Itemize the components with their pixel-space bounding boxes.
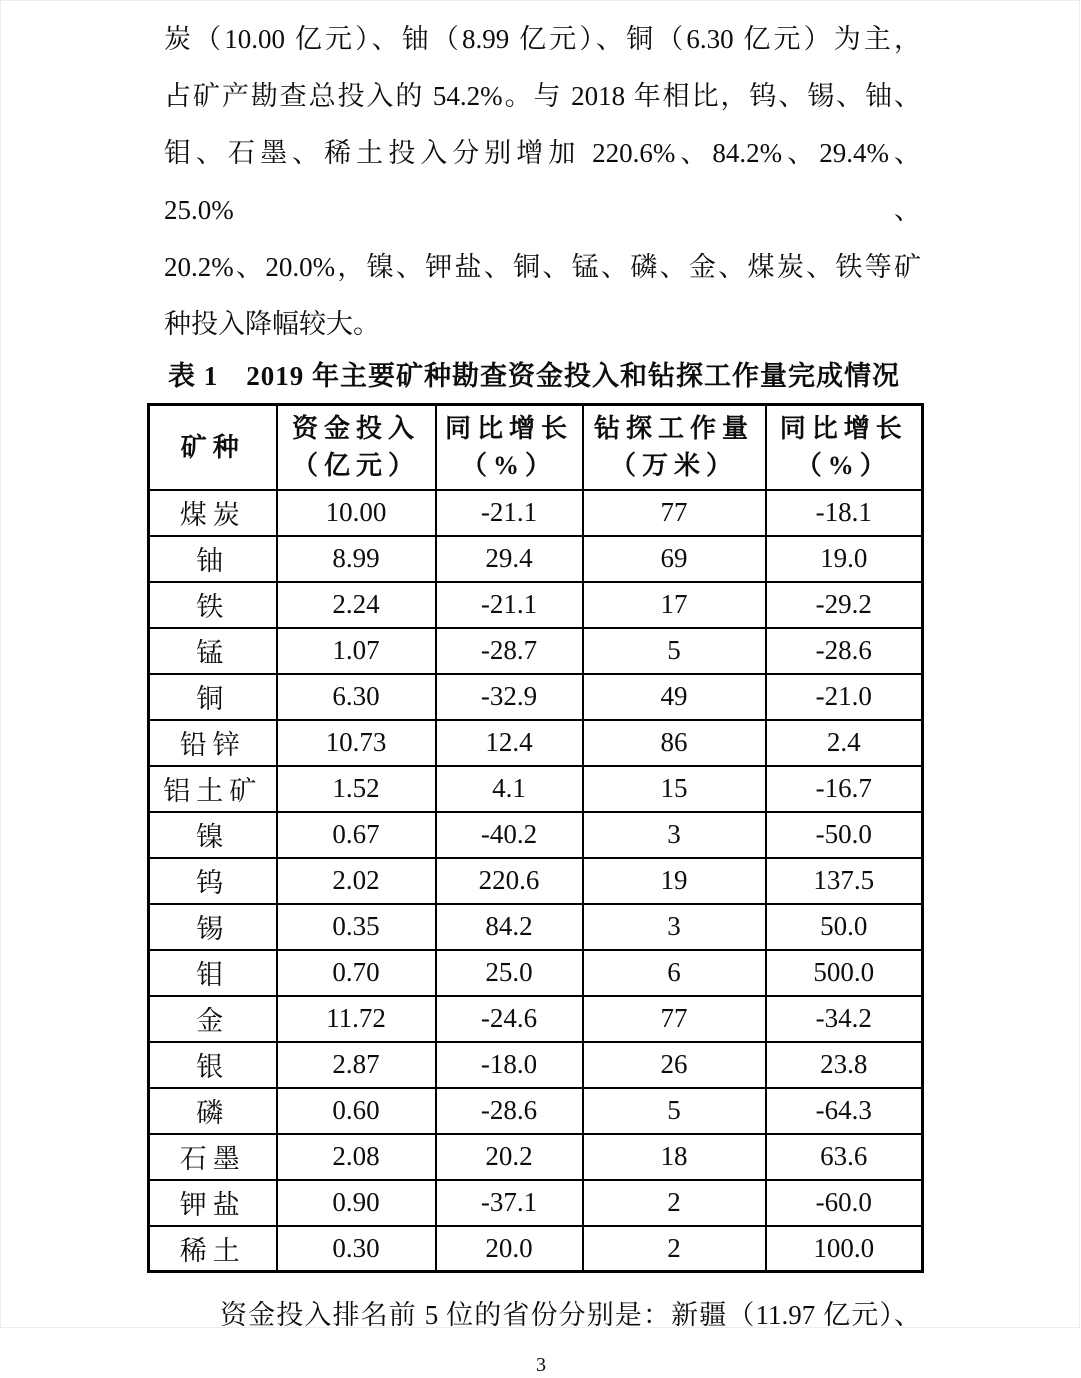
value-cell: 0.90 bbox=[277, 1180, 436, 1226]
value-cell: -37.1 bbox=[436, 1180, 583, 1226]
value-cell: -60.0 bbox=[766, 1180, 923, 1226]
table-row bbox=[149, 582, 923, 628]
value-cell: 25.0 bbox=[436, 950, 583, 996]
mineral-name-cell: 银 bbox=[149, 1042, 277, 1088]
value-cell: 220.6 bbox=[436, 858, 583, 904]
value-cell: 1.07 bbox=[277, 628, 436, 674]
mineral-name-cell: 铁 bbox=[149, 582, 277, 628]
mineral-name-cell: 锡 bbox=[149, 904, 277, 950]
value-cell: 20.2 bbox=[436, 1134, 583, 1180]
value-cell: 63.6 bbox=[766, 1134, 923, 1180]
value-cell: 3 bbox=[583, 904, 766, 950]
table-row bbox=[149, 1088, 923, 1134]
mineral-name-cell: 石墨 bbox=[149, 1134, 277, 1180]
table-header-row bbox=[149, 405, 923, 490]
mineral-name-cell: 铅锌 bbox=[149, 720, 277, 766]
value-cell: -21.1 bbox=[436, 582, 583, 628]
value-cell: 500.0 bbox=[766, 950, 923, 996]
value-cell: 4.1 bbox=[436, 766, 583, 812]
value-cell: 0.35 bbox=[277, 904, 436, 950]
value-cell: 19.0 bbox=[766, 536, 923, 582]
table-row bbox=[149, 1042, 923, 1088]
mineral-name-cell: 磷 bbox=[149, 1088, 277, 1134]
value-cell: 10.00 bbox=[277, 490, 436, 536]
header-investment-growth bbox=[436, 405, 583, 490]
intro-line: 占矿产勘查总投入的 54.2%。与 2018 年相比，钨、锡、铀、 bbox=[164, 81, 921, 111]
mineral-name-cell: 钼 bbox=[149, 950, 277, 996]
value-cell: 8.99 bbox=[277, 536, 436, 582]
value-cell: 77 bbox=[583, 490, 766, 536]
value-cell: -64.3 bbox=[766, 1088, 923, 1134]
intro-line: 种投入降幅较大。 bbox=[164, 309, 380, 339]
header-investment bbox=[277, 405, 436, 490]
value-cell: 17 bbox=[583, 582, 766, 628]
value-cell: 3 bbox=[583, 812, 766, 858]
header-drilling-label: 钻探工作量 bbox=[593, 414, 754, 444]
intro-line: 20.2%、20.0%，镍、钾盐、铜、锰、磷、金、煤炭、铁等矿 bbox=[164, 252, 921, 282]
header-mineral bbox=[149, 405, 277, 490]
value-cell: -28.6 bbox=[436, 1088, 583, 1134]
table-row bbox=[149, 536, 923, 582]
value-cell: 2.87 bbox=[277, 1042, 436, 1088]
table-row bbox=[149, 812, 923, 858]
value-cell: 5 bbox=[583, 1088, 766, 1134]
value-cell: 6.30 bbox=[277, 674, 436, 720]
value-cell: 2.08 bbox=[277, 1134, 436, 1180]
value-cell: 12.4 bbox=[436, 720, 583, 766]
value-cell: 29.4 bbox=[436, 536, 583, 582]
value-cell: 2.24 bbox=[277, 582, 436, 628]
value-cell: 0.70 bbox=[277, 950, 436, 996]
table-caption: 表 1 2019 年主要矿种勘查资金投入和钻探工作量完成情况 bbox=[168, 361, 900, 391]
header-investment-unit: （亿元） bbox=[291, 451, 420, 481]
value-cell: -32.9 bbox=[436, 674, 583, 720]
value-cell: 5 bbox=[583, 628, 766, 674]
minerals-table bbox=[147, 403, 924, 1273]
intro-paragraph bbox=[164, 11, 921, 353]
header-drilling bbox=[583, 405, 766, 490]
page-number: 3 bbox=[536, 1354, 546, 1376]
value-cell: 50.0 bbox=[766, 904, 923, 950]
closing-paragraph: 资金投入排名前 5 位的省份分别是：新疆（11.97 亿元）、 bbox=[220, 1300, 921, 1330]
value-cell: 86 bbox=[583, 720, 766, 766]
value-cell: 15 bbox=[583, 766, 766, 812]
value-cell: -21.1 bbox=[436, 490, 583, 536]
value-cell: 49 bbox=[583, 674, 766, 720]
table-row bbox=[149, 720, 923, 766]
header-mineral-label: 矿种 bbox=[180, 432, 245, 462]
value-cell: -28.7 bbox=[436, 628, 583, 674]
table-row bbox=[149, 1180, 923, 1226]
value-cell: 6 bbox=[583, 950, 766, 996]
value-cell: -50.0 bbox=[766, 812, 923, 858]
mineral-name-cell: 铀 bbox=[149, 536, 277, 582]
value-cell: -34.2 bbox=[766, 996, 923, 1042]
intro-line: 炭（10.00 亿元）、铀（8.99 亿元）、铜（6.30 亿元）为主， bbox=[164, 24, 921, 54]
table-row bbox=[149, 904, 923, 950]
value-cell: -18.0 bbox=[436, 1042, 583, 1088]
mineral-name-cell: 铝土矿 bbox=[149, 766, 277, 812]
value-cell: -18.1 bbox=[766, 490, 923, 536]
value-cell: 0.60 bbox=[277, 1088, 436, 1134]
header-drilling-growth-unit: （%） bbox=[795, 451, 892, 481]
value-cell: 10.73 bbox=[277, 720, 436, 766]
header-drilling-growth bbox=[766, 405, 923, 490]
value-cell: -24.6 bbox=[436, 996, 583, 1042]
table-row bbox=[149, 490, 923, 536]
value-cell: -29.2 bbox=[766, 582, 923, 628]
value-cell: 2 bbox=[583, 1180, 766, 1226]
mineral-name-cell: 钾盐 bbox=[149, 1180, 277, 1226]
value-cell: -28.6 bbox=[766, 628, 923, 674]
value-cell: 18 bbox=[583, 1134, 766, 1180]
header-investment-growth-label: 同比增长 bbox=[444, 414, 573, 444]
header-drilling-unit: （万米） bbox=[609, 451, 738, 481]
value-cell: 100.0 bbox=[766, 1226, 923, 1272]
value-cell: 2.02 bbox=[277, 858, 436, 904]
table-row bbox=[149, 996, 923, 1042]
table-row bbox=[149, 1134, 923, 1180]
table-row bbox=[149, 1226, 923, 1272]
mineral-name-cell: 铜 bbox=[149, 674, 277, 720]
value-cell: 11.72 bbox=[277, 996, 436, 1042]
table-row bbox=[149, 766, 923, 812]
table-row bbox=[149, 674, 923, 720]
value-cell: 2 bbox=[583, 1226, 766, 1272]
table-row bbox=[149, 950, 923, 996]
value-cell: -40.2 bbox=[436, 812, 583, 858]
intro-line: 钼、石墨、稀土投入分别增加 220.6%、84.2%、29.4%、25.0%、 bbox=[164, 138, 921, 225]
value-cell: 0.30 bbox=[277, 1226, 436, 1272]
mineral-name-cell: 煤炭 bbox=[149, 490, 277, 536]
value-cell: 1.52 bbox=[277, 766, 436, 812]
value-cell: -21.0 bbox=[766, 674, 923, 720]
value-cell: 77 bbox=[583, 996, 766, 1042]
value-cell: 84.2 bbox=[436, 904, 583, 950]
mineral-name-cell: 镍 bbox=[149, 812, 277, 858]
mineral-name-cell: 钨 bbox=[149, 858, 277, 904]
value-cell: 137.5 bbox=[766, 858, 923, 904]
value-cell: 0.67 bbox=[277, 812, 436, 858]
mineral-name-cell: 锰 bbox=[149, 628, 277, 674]
mineral-name-cell: 金 bbox=[149, 996, 277, 1042]
value-cell: -16.7 bbox=[766, 766, 923, 812]
value-cell: 23.8 bbox=[766, 1042, 923, 1088]
mineral-name-cell: 稀土 bbox=[149, 1226, 277, 1272]
table-row bbox=[149, 628, 923, 674]
value-cell: 19 bbox=[583, 858, 766, 904]
table-row bbox=[149, 858, 923, 904]
value-cell: 26 bbox=[583, 1042, 766, 1088]
header-investment-growth-unit: （%） bbox=[460, 451, 557, 481]
value-cell: 2.4 bbox=[766, 720, 923, 766]
header-investment-label: 资金投入 bbox=[291, 414, 420, 444]
header-drilling-growth-label: 同比增长 bbox=[779, 414, 908, 444]
value-cell: 69 bbox=[583, 536, 766, 582]
value-cell: 20.0 bbox=[436, 1226, 583, 1272]
